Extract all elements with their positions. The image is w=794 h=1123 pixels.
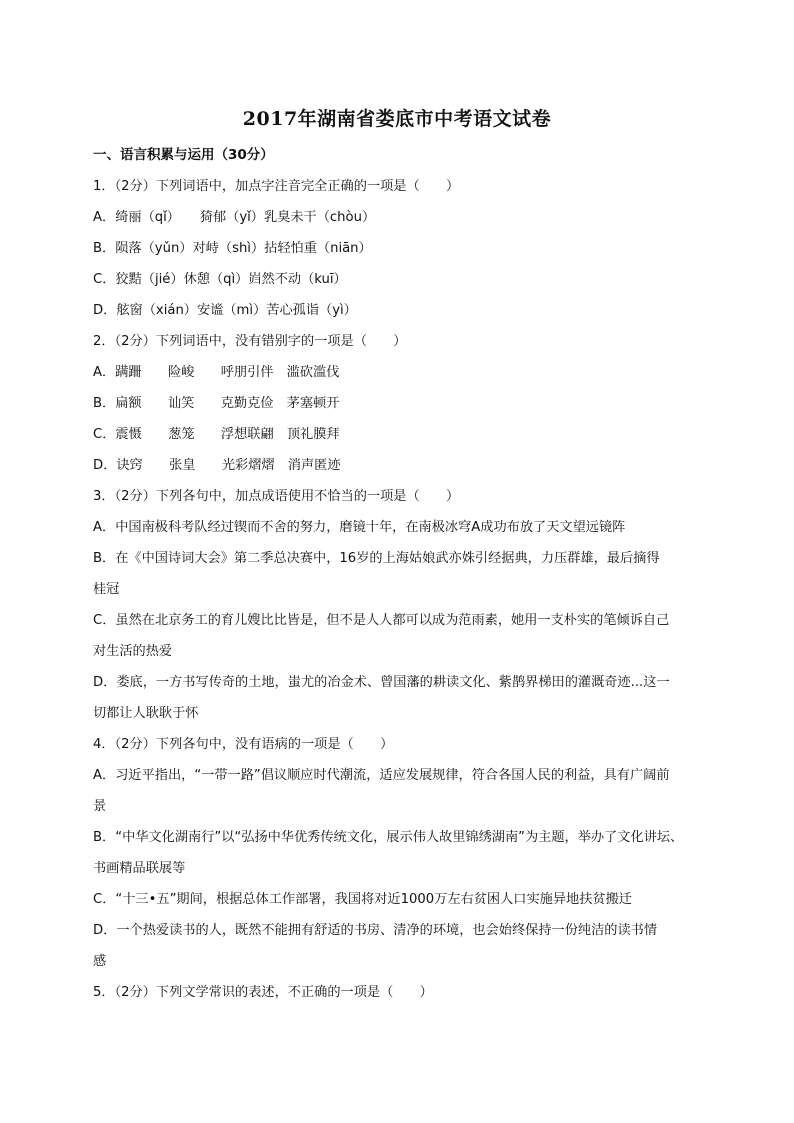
question-4-option-a-line2: 景 — [93, 799, 107, 814]
question-3-option-a: A．中国南极科考队经过锲而不舍的努力，磨镜十年，在南极冰穹A成功布放了天文望远镜阵 — [93, 520, 626, 535]
question-3-option-c-line2: 对生活的热爱 — [93, 644, 173, 659]
question-2-option-d: D．诀窍 张皇 光彩熠熠 消声匿迹 — [93, 458, 341, 473]
question-4-option-a-line1: A．习近平指出，“一带一路”倡议顺应时代潮流，适应发展规律，符合各国人民的利益，具有广阔前 — [93, 768, 670, 783]
question-2-option-c: C．震慑 葱笼 浮想联翩 顶礼膜拜 — [93, 427, 340, 442]
question-4-option-d-line2: 感 — [93, 954, 107, 969]
exam-content — [93, 140, 705, 1008]
question-3-option-c-line1: C．虽然在北京务工的育儿嫂比比皆是，但不是人人都可以成为范雨素，她用一支朴实的笔倾诉自己 — [93, 613, 670, 628]
question-1-stem: 1．（2分）下列词语中，加点字注音完全正确的一项是（ ） — [93, 179, 460, 194]
question-3-option-b-line2: 桂冠 — [93, 582, 120, 597]
question-2-stem: 2．（2分）下列词语中，没有错别字的一项是（ ） — [93, 334, 407, 349]
question-1-option-c: C．狡黠（jié）休憩（qì）岿然不动（kuī） — [93, 272, 347, 287]
question-1-option-b: B．陨落（yǔn）对峙（shì）拈轻怕重（niān） — [93, 241, 372, 256]
question-3-option-d-line1: D．娄底，一方书写传奇的土地，蚩尤的冶金术、曾国藩的耕读文化、紫鹊界梯田的灌溉奇迹...这一 — [93, 675, 670, 690]
question-4-option-b-line2: 书画精品联展等 — [93, 861, 186, 876]
question-4-option-c: C．“十三•五”期间，根据总体工作部署，我国将对近1000万左右贫困人口实施异地扶贫搬迁 — [93, 892, 632, 907]
question-5-stem: 5．（2分）下列文学常识的表述，不正确的一项是（ ） — [93, 985, 433, 1000]
question-4-option-b-line1: B．“中华文化湖南行”以“弘扬中华优秀传统文化，展示伟人故里锦绣湖南”为主题，举办了文化讲坛、 — [93, 830, 684, 845]
page-title: 2017年湖南省娄底市中考语文试卷 — [242, 108, 552, 130]
question-3-option-b-line1: B．在《中国诗词大会》第二季总决赛中，16岁的上海姑娘武亦姝引经据典，力压群雄，最后摘得 — [93, 551, 660, 566]
question-3-stem: 3．（2分）下列各句中，加点成语使用不恰当的一项是（ ） — [93, 489, 460, 504]
section-heading: 一、语言积累与运用（30分） — [93, 147, 274, 163]
question-4-option-d-line1: D．一个热爱读书的人，既然不能拥有舒适的书房、清净的环境，也会始终保持一份纯洁的读书情 — [93, 923, 658, 938]
question-2-option-b: B．扁额 讪笑 克勤克俭 茅塞顿开 — [93, 396, 340, 411]
question-1-option-a: A．绮丽（qǐ） 猗郁（yǐ）乳臭未干（chòu） — [93, 210, 376, 225]
question-4-stem: 4．（2分）下列各句中，没有语病的一项是（ ） — [93, 737, 394, 752]
question-2-option-a: A．蹒跚 险峻 呼朋引伴 滥砍滥伐 — [93, 365, 340, 380]
question-1-option-d: D．舷窗（xián）安谧（mì）苦心孤诣（yì） — [93, 303, 357, 318]
question-3-option-d-line2: 切都让人耿耿于怀 — [93, 706, 199, 721]
